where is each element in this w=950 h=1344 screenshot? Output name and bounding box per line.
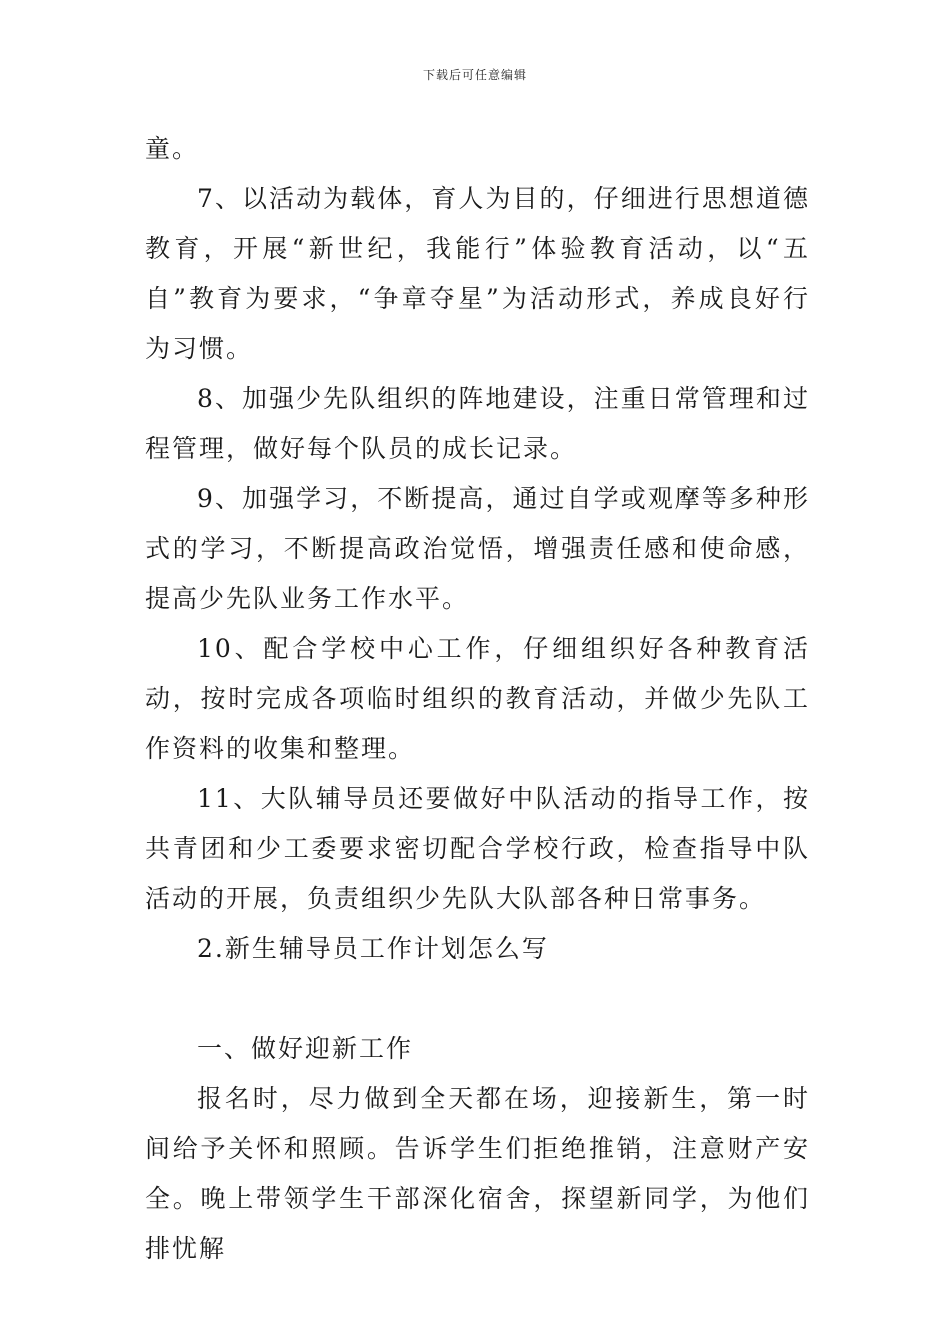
document-body [145, 124, 810, 1274]
paragraph-item-10: 10、配合学校中心工作，仔细组织好各种教育活动，按时完成各项临时组织的教育活动，并做少先队工作资料的收集和整理。 [145, 634, 810, 763]
paragraph-body: 报名时，尽力做到全天都在场，迎接新生，第一时间给予关怀和照顾。告诉学生们拒绝推销，注意财产安全。晚上带领学生干部深化宿舍，探望新同学，为他们排忧解 [145, 1084, 810, 1263]
page-header: 下载后可任意编辑 [422, 68, 527, 82]
paragraph-continuation: 童。 [145, 134, 200, 163]
subsection-heading: 一、做好迎新工作 [197, 1034, 414, 1063]
blank-line [145, 974, 810, 1024]
paragraph-item-8: 8、加强少先队组织的阵地建设，注重日常管理和过程管理，做好每个队员的成长记录。 [145, 384, 810, 463]
paragraph-item-7: 7、以活动为载体，育人为目的，仔细进行思想道德教育，开展“新世纪，我能行”体验教育活动，以“五自”教育为要求，“争章夺星”为活动形式，养成良好行为习惯。 [145, 184, 810, 363]
section-heading: 2.新生辅导员工作计划怎么写 [197, 934, 549, 963]
paragraph-item-11: 11、大队辅导员还要做好中队活动的指导工作，按共青团和少工委要求密切配合学校行政，检查指导中队活动的开展，负责组织少先队大队部各种日常事务。 [145, 784, 810, 913]
paragraph-item-9: 9、加强学习，不断提高，通过自学或观摩等多种形式的学习，不断提高政治觉悟，增强责任感和使命感，提高少先队业务工作水平。 [145, 484, 810, 613]
